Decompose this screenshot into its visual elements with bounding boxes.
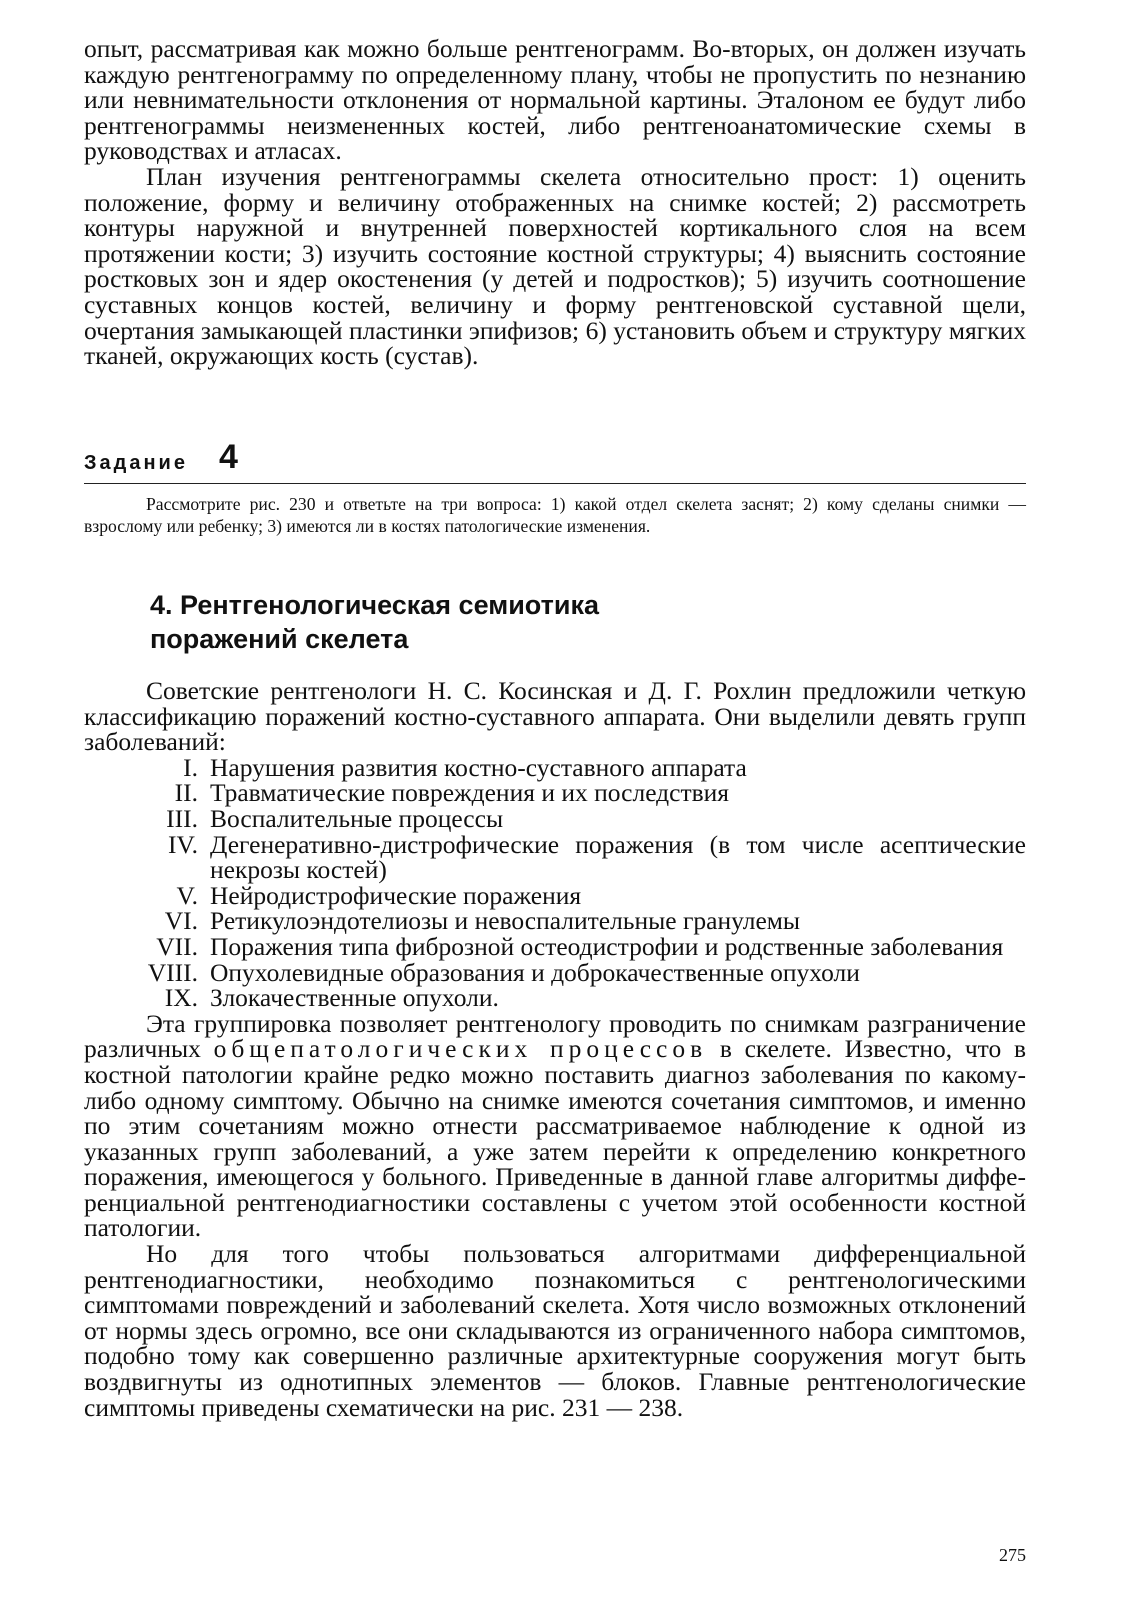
task-number: 4 bbox=[219, 438, 238, 476]
list-item-number: I. bbox=[183, 752, 198, 782]
paragraph-grouping bbox=[84, 1008, 1026, 1243]
list-item-number: VI. bbox=[164, 906, 198, 936]
list-item-text: Травматические повреждения и их последствия bbox=[210, 778, 730, 808]
page-number: 275 bbox=[999, 1545, 1026, 1565]
task-title: Задание bbox=[84, 452, 188, 474]
list-item bbox=[84, 752, 1026, 782]
list-item bbox=[84, 803, 1026, 833]
list-item bbox=[84, 829, 1026, 885]
paragraph-intro: Советские рентгенологи Н. С. Косинская и Д. Г. Рохлин предложили четкую классификацию поражений костно-суставного аппарата. Они выделили девять групп заболеваний: bbox=[84, 676, 1026, 757]
list-item-number: II. bbox=[174, 778, 198, 808]
paragraph-study-plan: План изучения рентгенограммы скелета относительно прост: 1) оценить положение, форму и величину отображенных на снимке костей; 2) рассмотреть контуры наружной и внутренней поверхностей кортикального слоя на всем протяжении кости; 3) изучить состояние костной структуры; 4) выяснить состояние ростковых зон и ядер окостенения (у детей и подростков); 5) изучить соотношение суставных концов костей, величину и форму рентгеновской суставной щели, очертания замыкающей пластинки эпифизов; 6) установить объем и структуру мягких тканей, окружающих кость (сустав). bbox=[84, 161, 1026, 371]
task-text: Рассмотрите рис. 230 и ответьте на три вопроса: 1) какой отдел скелета заснят; 2) кому сделаны снимки — взрослому или ребенку; 3) имеются ли в костях патологические изменения. bbox=[84, 494, 1026, 536]
list-item-text: Ретикулоэндотелиозы и невоспалительные гранулемы bbox=[210, 906, 801, 936]
emphasized-term: общепатологических процессов bbox=[213, 1034, 708, 1064]
list-item-text: Нарушения развития костно-суставного аппарата bbox=[210, 752, 747, 782]
list-item bbox=[84, 985, 1026, 1011]
task-divider bbox=[84, 483, 1026, 484]
list-item-text: Дегенеративно-дистрофические поражения (в том числе асептические некрозы костей) bbox=[210, 829, 1026, 885]
list-item-number: IV. bbox=[168, 829, 198, 859]
paragraph-continuation: опыт, рассматривая как можно больше рентгенограмм. Во-вторых, он должен изучать каждую рентгенограмму по определенному плану, чтобы не пропустить по незнанию или невнимательности отклонения от нормальной картины. Эталоном ее будут либо рентгенограммы неизмененных костей, либо рентгеноанатомические схемы в руководствах и атласах. bbox=[84, 34, 1026, 166]
list-item bbox=[84, 780, 1026, 806]
list-item bbox=[84, 931, 1026, 961]
list-item-number: VII. bbox=[156, 931, 198, 961]
list-item bbox=[84, 957, 1026, 987]
task-text-block bbox=[84, 493, 1026, 537]
paragraph-algorithms: Но для того чтобы пользоваться алгоритмами дифференциальной рентгенодиагностики, необходимо познакомиться с рентгенологическими симптомами повреждений и заболеваний скелета. Хотя число возможных отклонений от нормы здесь огромно, все они складываются из ограниченного набора симптомов, подобно тому как совершенно различные архитектурные сооружения могут быть воздвигнуты из однотипных элементов — блоков. Главные рентгенологические симптомы приведены схематически на рис. 231 — 238. bbox=[84, 1239, 1026, 1422]
list-item-number: III. bbox=[166, 803, 198, 833]
disease-groups-list bbox=[84, 752, 1026, 1013]
top-text-block bbox=[84, 36, 1026, 369]
list-item-text: Злокачественные опухоли. bbox=[210, 983, 499, 1013]
paragraph-grouping-start: Эта группировка позволяет рентгенологу проводить по снимкам разграничение различных bbox=[84, 1008, 1026, 1064]
task-heading bbox=[84, 438, 1026, 486]
list-item bbox=[84, 880, 1026, 910]
section-title-line2: поражений скелета bbox=[150, 624, 409, 654]
section-title bbox=[150, 588, 850, 656]
list-item-text: Поражения типа фиброзной остеодистрофии и родственные заболевания bbox=[210, 931, 1004, 961]
list-item-text: Воспалительные процессы bbox=[210, 803, 504, 833]
list-item-number: VIII. bbox=[147, 957, 198, 987]
list-item bbox=[84, 908, 1026, 934]
main-text-block bbox=[84, 678, 1026, 1420]
section-title-line1: 4. Рентгенологическая семиотика bbox=[150, 590, 599, 620]
paragraph-grouping-rest: в скелете. Известно, что в костной патологии крайне редко можно поставить диагноз заболевания по какому-либо одному симптому. Обычно на снимке имеются сочетания симптомов, и именно по этим сочетаниям можно отнести рассматриваемое наблюдение к одной из указанных групп заболеваний, а уже затем перейти к определению конкретного поражения, имеющегося у больного. Приведенные в данной главе алгоритмы дифференциальной рентгенодиагностики составлены с учетом этой особенности костной патологии. bbox=[84, 1034, 1026, 1243]
list-item-text: Опухолевидные образования и доброкачественные опухоли bbox=[210, 957, 860, 987]
list-item-number: IX. bbox=[164, 983, 198, 1013]
list-item-text: Нейродистрофические поражения bbox=[210, 880, 582, 910]
list-item-number: V. bbox=[176, 880, 198, 910]
